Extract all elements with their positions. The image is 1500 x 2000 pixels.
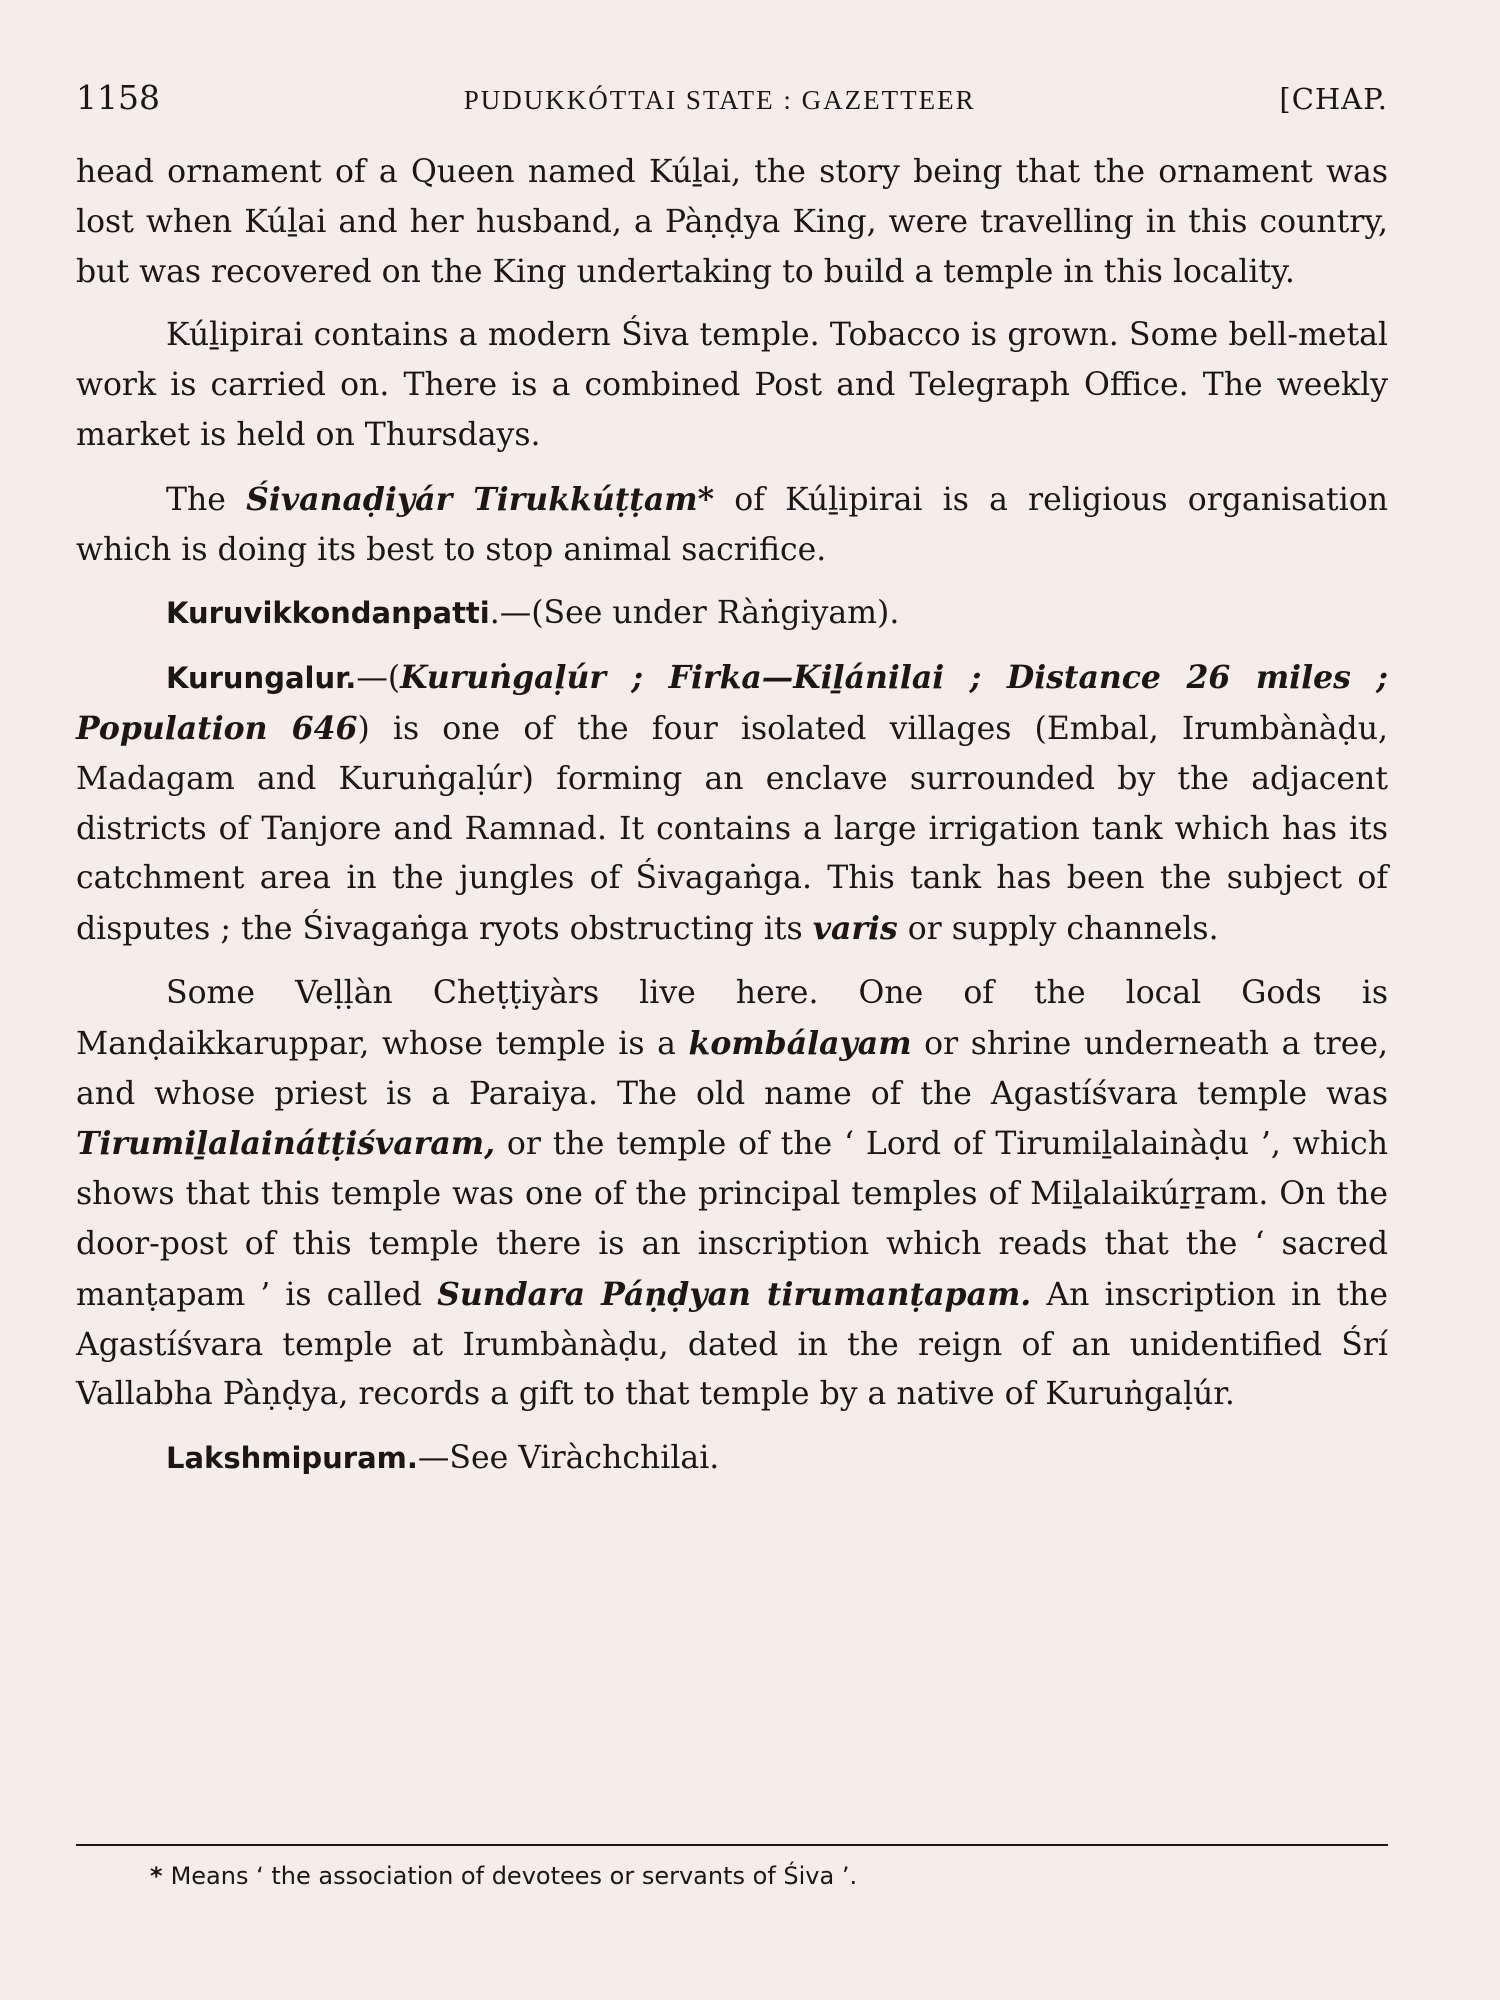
chapter-marker: [CHAP. bbox=[1279, 82, 1388, 116]
footnote-marker: * bbox=[150, 1862, 163, 1890]
text-run: The bbox=[166, 481, 247, 518]
term-sivanadiyar-tirukkuttam: Śivanaḍiyár Tirukkúṭṭam* bbox=[246, 480, 715, 518]
text-run: or shrine underneath a tree, and whose priest is a Paraiya. The old name of the Agastíśvara temple was bbox=[76, 1025, 1388, 1112]
footnote-divider bbox=[76, 1844, 1388, 1846]
text-run: ) is one of the four isolated villages (Embal, Irumbànàḍu, Madagam and Kuruṅgaḷúr) forming an enclave surrounded by the adjacent districts of Tanjore and Ramnad. It contains a large irrigation tank which has its catchment area in the jungles of Śivagaṅga. This tank has been the subject of disputes ; the Śivagaṅga ryots obstructing its bbox=[76, 710, 1388, 948]
text-run: or supply channels. bbox=[897, 911, 1219, 948]
text-run: of Kúḻipirai is a religious organisation which is doing its best to stop animal sacrifice. bbox=[76, 481, 1388, 568]
paragraph-vellan-chettiyars bbox=[76, 969, 1388, 1420]
page-body bbox=[76, 148, 1388, 1498]
term-varis: varis bbox=[812, 910, 898, 948]
entry-kuruvikkondanpatti bbox=[76, 589, 1388, 639]
entry-lakshmipuram bbox=[76, 1434, 1388, 1484]
text-run: or the temple of the ‘ Lord of Tirumiḻalainàḍu ’, which shows that this temple was one of the principal temples of Miḻalaikúṟṟam. On the door-post of this temple there is an inscription which reads that the ‘ sacred manṭapam ’ is called bbox=[76, 1126, 1388, 1313]
footnote-text: Means ‘ the association of devotees or servants of Śiva ’. bbox=[170, 1862, 858, 1890]
text-run: —( bbox=[356, 660, 401, 697]
term-sundara-pandyan: Sundara Páṇḍyan tirumanṭapam. bbox=[437, 1275, 1032, 1313]
entry-heading: Kuruvikkondanpatti bbox=[166, 596, 490, 631]
term-tirumilalainattisvaram: Tirumiḻalainátṭiśvaram, bbox=[76, 1125, 496, 1163]
page-number: 1158 bbox=[76, 78, 160, 117]
entry-text: —See Viràchchilai. bbox=[417, 1440, 720, 1477]
paragraph-kulipirai: Kúḻipirai contains a modern Śiva temple. Tobacco is grown. Some bell-metal work is carried on. There is a combined Post and Telegraph Office. The weekly market is held on Thursdays. bbox=[76, 317, 1388, 453]
entry-heading: Kurungalur. bbox=[166, 661, 357, 696]
paragraph-tirukkuttam bbox=[76, 475, 1388, 576]
text-run: An inscription in the Agastíśvara temple at Irumbànàḍu, dated in the reign of an unidentified Śrí Vallabha Pàṇḍya, records a gift to that temple by a native of Kuruṅgaḷúr. bbox=[76, 1276, 1388, 1413]
entry-heading: Lakshmipuram. bbox=[166, 1441, 418, 1476]
running-title: PUDUKKÓTTAI STATE : GAZETTEER bbox=[463, 85, 976, 115]
entry-text: .—(See under Ràṅgiyam). bbox=[489, 595, 900, 632]
text-run: Some Veḷḷàn Cheṭṭiyàrs live here. One of the local Gods is Manḍaikkaruppar, whose temple is a bbox=[76, 974, 1388, 1062]
term-kombalayam: kombálayam bbox=[688, 1024, 912, 1062]
entry-details: Kuruṅgaḷúr ; Firka—Kiḻánilai ; Distance 26 miles ; Population 646 bbox=[76, 659, 1388, 747]
entry-kurungalur bbox=[76, 653, 1388, 955]
paragraph-kulai-ornament: head ornament of a Queen named Kúḻai, the story being that the ornament was lost when Kúḻai and her husband, a Pàṇḍya King, were travelling in this country, but was recovered on the King undertaking to build a temple in this locality. bbox=[76, 154, 1388, 290]
footnote bbox=[150, 1858, 1350, 1894]
running-header bbox=[76, 78, 1388, 117]
